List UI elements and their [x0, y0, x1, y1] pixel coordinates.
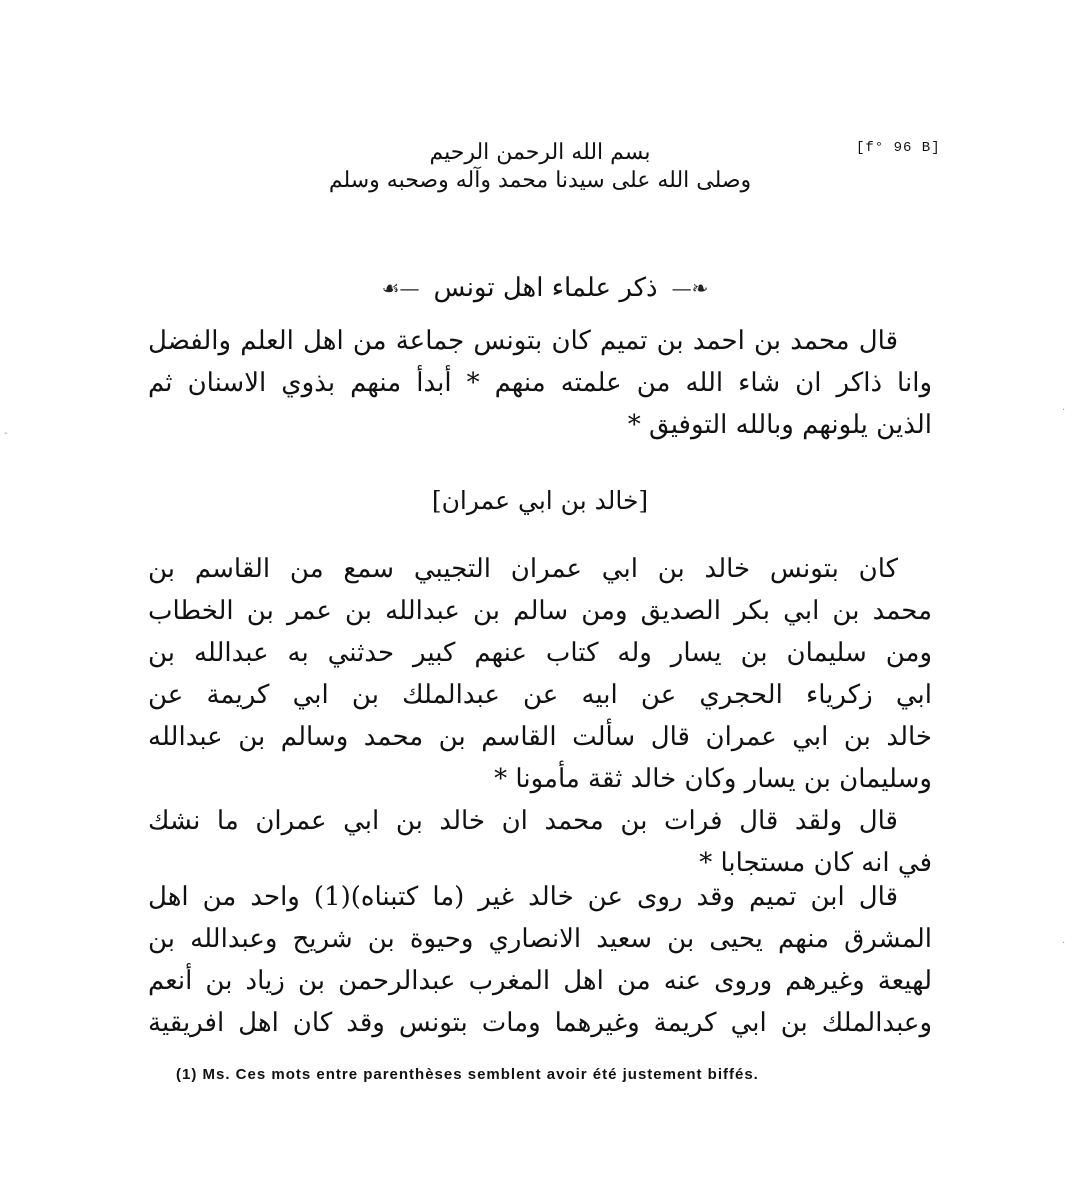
text-line: قال ابن تميم وقد روى عن خالد غير (ما كتبناه)(1) واحد من اهل	[148, 882, 899, 912]
ornament-right-icon: ❧—	[671, 276, 709, 300]
text-line: ابي زكرياء الحجري عن ابيه عن عبدالملك بن ابي كريمة عن	[148, 680, 932, 710]
scan-mark: ·	[1062, 938, 1066, 949]
paragraph-3	[148, 876, 932, 1044]
chapter-title	[330, 268, 760, 308]
folio-reference: [f° 96 B]	[856, 140, 941, 156]
section-heading: [خالد بن ابي عمران]	[431, 486, 649, 515]
paragraph-2	[148, 800, 932, 884]
scan-mark: ‐	[4, 428, 8, 439]
text-line: قال محمد بن احمد بن تميم كان بتونس جماعة من اهل العلم والفضل	[148, 326, 898, 356]
text-line: خالد بن ابي عمران قال سألت القاسم بن محمد وسالم بن عبدالله	[148, 722, 932, 752]
text-line: وانا ذاكر ان شاء الله من علمته منهم * أبدأ منهم بذوي الاسنان ثم	[148, 368, 932, 398]
footnote: (1) Ms. Ces mots entre parenthèses semblent avoir été justement biffés.	[176, 1066, 759, 1083]
chapter-title-text: ذكر علماء اهل تونس	[433, 273, 658, 303]
text-line: ومن سليمان بن يسار وله كتاب عنهم كبير حدثني به عبدالله بن	[148, 638, 932, 668]
basmala-line-2: وصلى الله على سيدنا محمد وآله وصحبه وسلم	[328, 168, 752, 193]
text-line: قال ولقد قال فرات بن محمد ان خالد بن ابي عمران ما نشك	[148, 806, 898, 836]
text-line: كان بتونس خالد بن ابي عمران التجيبي سمع من القاسم بن	[148, 554, 898, 584]
ornament-left-icon: —☙	[381, 276, 420, 300]
text-line: المشرق منهم يحيى بن سعيد الانصاري وحيوة بن شريح وعبدالله بن	[148, 924, 932, 954]
text-line: محمد بن ابي بكر الصديق ومن سالم بن عبدالله بن عمر بن الخطاب	[148, 596, 932, 626]
scan-mark: ·	[1062, 405, 1066, 416]
paragraph-1	[148, 548, 932, 800]
intro-paragraph	[148, 320, 932, 446]
text-line: الذين يلونهم وبالله التوفيق *	[627, 410, 932, 440]
text-line: في انه كان مستجابا *	[699, 848, 932, 878]
text-line: لهيعة وغيرهم وروى عنه من اهل المغرب عبدالرحمن بن زياد بن أنعم	[148, 966, 932, 996]
basmala-line-1: بسم الله الرحمن الرحيم	[429, 140, 651, 165]
text-line: وعبدالملك بن ابي كريمة وغيرهما ومات بتونس وقد كان اهل افريقية	[148, 1008, 932, 1038]
text-line: وسليمان بن يسار وكان خالد ثقة مأمونا *	[494, 764, 932, 794]
